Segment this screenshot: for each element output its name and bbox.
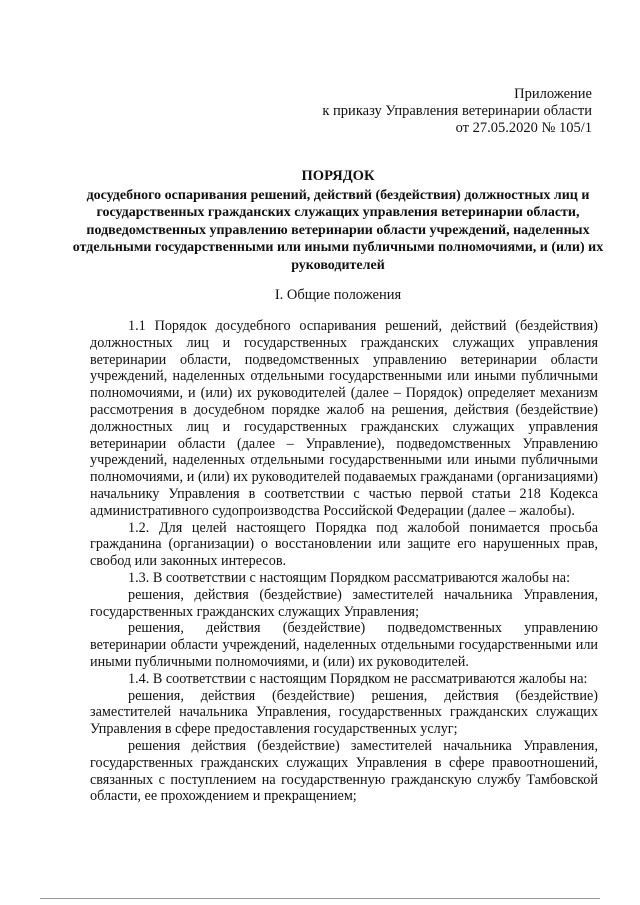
appendix-order-ref: к приказу Управления ветеринарии области (322, 103, 592, 119)
paragraph-1-4: 1.4. В соответствии с настоящим Порядком не рассматриваются жалобы на: (128, 670, 588, 687)
paragraph-1-3: 1.3. В соответствии с настоящим Порядком рассматриваются жалобы на: (128, 569, 571, 586)
page-bottom-line (40, 898, 600, 899)
body-text (90, 318, 598, 805)
document-title (70, 168, 606, 274)
paragraph-1-4-item-1: решения, действия (бездействие) решения, действия (бездействие) заместителей начальника Управления, государственных гражданских служащих Управления в сфере предоставления государственных услуг; (90, 687, 598, 738)
paragraph-1-3-item-2: решения, действия (бездействие) подведомственных управлению ветеринарии области учреждений, наделенных отдельными государственными или иными публичными полномочиями, и (или) их руководителей. (90, 620, 598, 670)
paragraph-1-2: 1.2. Для целей настоящего Порядка под жалобой понимается просьба гражданина (организации) о восстановлении или защите его нарушенных прав, свобод или законных интересов. (90, 519, 598, 570)
appendix-order-date: от 27.05.2020 № 105/1 (455, 120, 592, 136)
appendix-label: Приложение (514, 86, 592, 102)
title-subtitle: досудебного оспаривания решений, действий (бездействия) должностных лиц и государственных гражданских служащих управления ветеринарии области, подведомственных управлению ветеринарии области учреждений, наделенных отдельными государственными или иными публичными полномочиями, и (или) их руководителей (72, 187, 604, 273)
paragraph-1-3-item-1: решения, действия (бездействие) заместителей начальника Управления, государственных гражданских служащих Управления; (90, 586, 598, 620)
paragraph-1-1: 1.1 Порядок досудебного оспаривания решений, действий (бездействия) должностных лиц и государственных гражданских служащих управления ветеринарии области, подведомственных управлению ветеринарии области учреждений, наделенных отдельными государственными или иными публичными полномочиями, и (или) их руководителей (далее – Порядок) определяет механизм рассмотрения в досудебном порядке жалоб на решения, действия (бездействие) должностных лиц и государственных гражданских служащих управления ветеринарии области (далее – Управление), подведомственных Управлению учреждений, наделенных отдельными государственными или иными публичными полномочиями, и (или) их руководителей подаваемых гражданами (организациями) начальнику Управления в соответствии с частью первой статьи 218 Кодекса административного судопроизводства Российской Федерации (далее – жалобы). (90, 318, 598, 519)
title-heading: ПОРЯДОК (301, 168, 375, 184)
section-title: I. Общие положения (274, 287, 402, 303)
appendix-block (322, 86, 592, 137)
paragraph-1-4-item-2: решения действия (бездействие) заместителей начальника Управления, государственных гражданских служащих Управления в сфере правоотношений, связанных с поступлением на государственную гражданскую службу Тамбовской области, ее прохождением и прекращением; (90, 737, 598, 805)
